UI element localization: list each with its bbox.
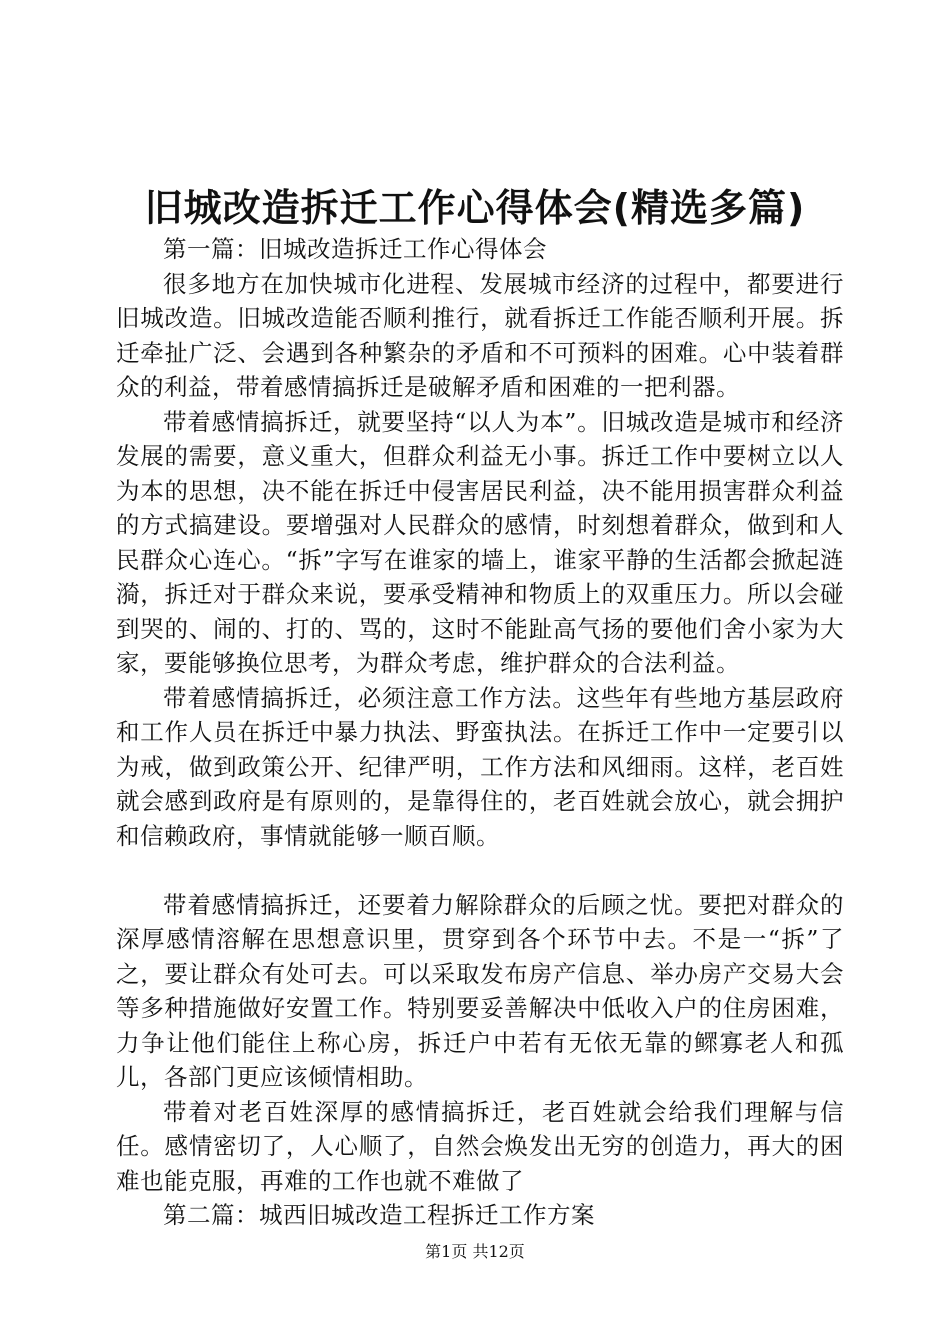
paragraph: 带着感情搞拆迁，必须注意工作方法。这些年有些地方基层政府和工作人员在拆迁中暴力执法、野蛮执法。在拆迁工作中一定要引以为戒，做到政策公开、纪律严明，工作方法和风细雨。这样，老百姓就会感到政府是有原则的，是靠得住的，老百姓就会放心，就会拥护和信赖政府，事情就能够一顺百顺。 [116, 683, 844, 850]
blank-line [116, 853, 844, 888]
document-title: 旧城改造拆迁工作心得体会(精选多篇) [144, 186, 806, 230]
paragraph: 带着感情搞拆迁，还要着力解除群众的后顾之忧。要把对群众的深厚感情溶解在思想意识里，贯穿到各个环节中去。不是一“拆”了之，要让群众有处可去。可以采取发布房产信息、举办房产交易大会等多种措施做好安置工作。特别要妥善解决中低收入户的住房困难，力争让他们能住上称心房，拆迁户中若有无依无靠的鳏寡老人和孤儿，各部门更应该倾情相助。 [116, 890, 844, 1091]
page-footer: 第1页 共12页 [425, 1242, 525, 1261]
document-body [116, 232, 844, 1233]
paragraph: 带着感情搞拆迁，就要坚持“以人为本”。旧城改造是城市和经济发展的需要，意义重大，但群众利益无小事。拆迁工作中要树立以人为本的思想，决不能在拆迁中侵害居民利益，决不能用损害群众利益的方式搞建设。要增强对人民群众的感情，时刻想着群众，做到和人民群众心连心。“拆”字写在谁家的墙上，谁家平静的生活都会掀起涟漪，拆迁对于群众来说，要承受精神和物质上的双重压力。所以会碰到哭的、闹的、打的、骂的，这时不能趾高气扬的要他们舍小家为大家，要能够换位思考，为群众考虑，维护群众的合法利益。 [116, 407, 844, 677]
paragraph: 带着对老百姓深厚的感情搞拆迁，老百姓就会给我们理解与信任。感情密切了，人心顺了，自然会焕发出无穷的创造力，再大的困难也能克服，再难的工作也就不难做了 [116, 1097, 844, 1195]
paragraph: 很多地方在加快城市化进程、发展城市经济的过程中，都要进行旧城改造。旧城改造能否顺利推行，就看拆迁工作能否顺利开展。拆迁牵扯广泛、会遇到各种繁杂的矛盾和不可预料的困难。心中装着群众的利益，带着感情搞拆迁是破解矛盾和困难的一把利器。 [116, 269, 844, 401]
section-heading-2: 第二篇：城西旧城改造工程拆迁工作方案 [163, 1201, 595, 1229]
section-heading-1: 第一篇：旧城改造拆迁工作心得体会 [163, 235, 547, 263]
